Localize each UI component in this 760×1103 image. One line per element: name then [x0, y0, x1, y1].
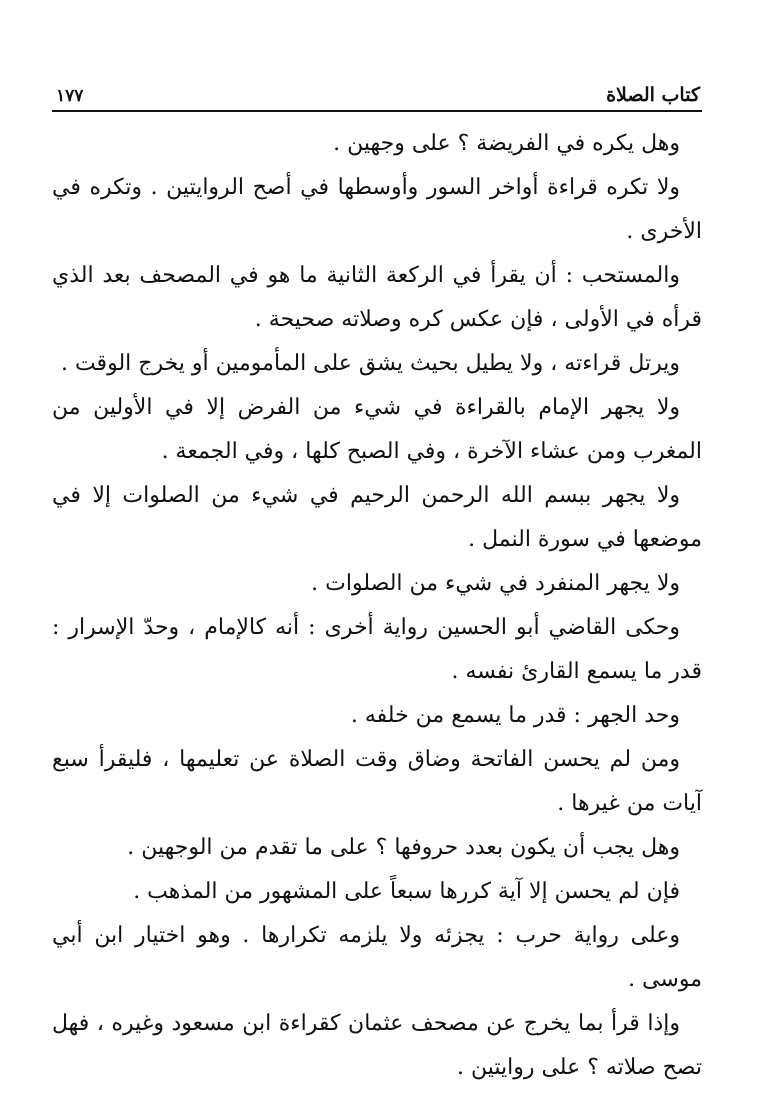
paragraph: وهل يجب أن يكون بعدد حروفها ؟ على ما تقدم من الوجهين .: [127, 835, 680, 860]
paragraph: ولا يجهر الإمام بالقراءة في شيء من الفرض إلا في الأولين من المغرب ومن عشاء الآخرة ، وفي الصبح كلها ، وفي الجمعة .: [52, 395, 702, 464]
body-text: [52, 122, 702, 1090]
running-title: كتاب الصلاة: [606, 84, 700, 106]
paragraph: ولا تكره قراءة أواخر السور وأوسطها في أصح الروايتين . وتكره في الأخرى .: [52, 175, 702, 244]
page-header: [52, 72, 702, 112]
page-number: ١٧٧: [56, 86, 84, 106]
paragraph: وهل يكره في الفريضة ؟ على وجهين .: [333, 131, 680, 156]
paragraph: وعلى رواية حرب : يجزئه ولا يلزمه تكرارها . وهو اختيار ابن أبي موسى .: [52, 923, 702, 992]
paragraph: وحكى القاضي أبو الحسين رواية أخرى : أنه كالإمام ، وحدّ الإسرار : قدر ما يسمع القارئ نفسه .: [52, 615, 702, 684]
paragraph: ومن لم يحسن الفاتحة وضاق وقت الصلاة عن تعليمها ، فليقرأ سبع آيات من غيرها .: [52, 747, 702, 816]
paragraph: فإن لم يحسن إلا آية كررها سبعاً على المشهور من المذهب .: [133, 879, 680, 904]
paragraph: والمستحب : أن يقرأ في الركعة الثانية ما هو في المصحف بعد الذي قرأه في الأولى ، فإن عكس كره وصلاته صحيحة .: [52, 263, 702, 332]
paragraph: وحد الجهر : قدر ما يسمع من خلفه .: [350, 703, 680, 728]
paragraph: ولا يجهر ببسم الله الرحمن الرحيم في شيء من الصلوات إلا في موضعها في سورة النمل .: [52, 483, 702, 552]
paragraph: ولا يجهر المنفرد في شيء من الصلوات .: [311, 571, 680, 596]
paragraph: ويرتل قراءته ، ولا يطيل بحيث يشق على المأمومين أو يخرج الوقت .: [60, 351, 680, 376]
paragraph: وإذا قرأ بما يخرج عن مصحف عثمان كقراءة ابن مسعود وغيره ، فهل تصح صلاته ؟ على روايتين .: [52, 1011, 702, 1080]
